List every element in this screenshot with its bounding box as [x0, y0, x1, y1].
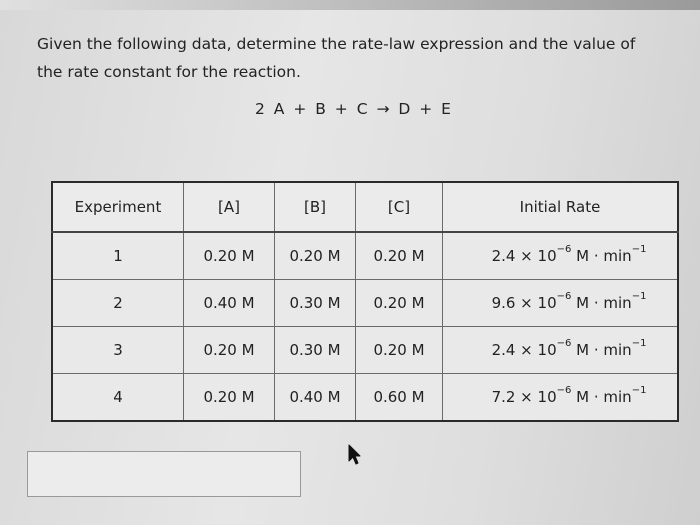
header-initial-rate: Initial Rate [443, 182, 679, 232]
rate-unit-exponent: −1 [631, 291, 647, 302]
header-a: [A] [184, 182, 275, 232]
rate-coefficient: 7.2 × 10 [491, 388, 557, 406]
rate-coefficient: 2.4 × 10 [491, 341, 557, 359]
cell-a: 0.20 M [184, 374, 275, 422]
rate-unit: M · min [576, 247, 632, 265]
cell-initial-rate [443, 232, 679, 280]
rate-unit: M · min [576, 388, 632, 406]
rate-unit-exponent: −1 [631, 385, 647, 396]
header-b: [B] [275, 182, 356, 232]
cell-c: 0.20 M [356, 232, 443, 280]
cell-initial-rate [443, 327, 679, 374]
reaction-equation: 2 A + B + C → D + E [255, 100, 452, 118]
kinetics-data-table [51, 181, 679, 422]
cell-experiment: 1 [52, 232, 184, 280]
rate-unit-exponent: −1 [631, 244, 647, 255]
table-row [52, 374, 678, 422]
answer-input-box[interactable] [27, 451, 301, 497]
cell-b: 0.30 M [275, 327, 356, 374]
cell-c: 0.20 M [356, 327, 443, 374]
cell-experiment: 4 [52, 374, 184, 422]
table-row [52, 327, 678, 374]
cell-b: 0.30 M [275, 280, 356, 327]
rate-exponent: −6 [556, 244, 572, 255]
question-line-1: Given the following data, determine the rate-law expression and the value of [37, 35, 636, 53]
rate-unit-exponent: −1 [631, 338, 647, 349]
rate-coefficient: 9.6 × 10 [491, 294, 557, 312]
header-experiment: Experiment [52, 182, 184, 232]
cell-experiment: 3 [52, 327, 184, 374]
table-row [52, 280, 678, 327]
cell-experiment: 2 [52, 280, 184, 327]
cell-b: 0.20 M [275, 232, 356, 280]
mouse-pointer-icon [348, 444, 362, 466]
question-line-2: the rate constant for the reaction. [37, 63, 301, 81]
table-row [52, 232, 678, 280]
header-c: [C] [356, 182, 443, 232]
rate-exponent: −6 [556, 385, 572, 396]
rate-exponent: −6 [556, 291, 572, 302]
rate-exponent: −6 [556, 338, 572, 349]
rate-coefficient: 2.4 × 10 [491, 247, 557, 265]
top-edge [0, 0, 700, 10]
cell-initial-rate [443, 374, 679, 422]
cell-initial-rate [443, 280, 679, 327]
table-header-row [52, 182, 678, 232]
cell-c: 0.60 M [356, 374, 443, 422]
cell-a: 0.20 M [184, 327, 275, 374]
question-text [37, 30, 677, 86]
cell-a: 0.20 M [184, 232, 275, 280]
rate-unit: M · min [576, 341, 632, 359]
rate-unit: M · min [576, 294, 632, 312]
cell-b: 0.40 M [275, 374, 356, 422]
cell-c: 0.20 M [356, 280, 443, 327]
cell-a: 0.40 M [184, 280, 275, 327]
